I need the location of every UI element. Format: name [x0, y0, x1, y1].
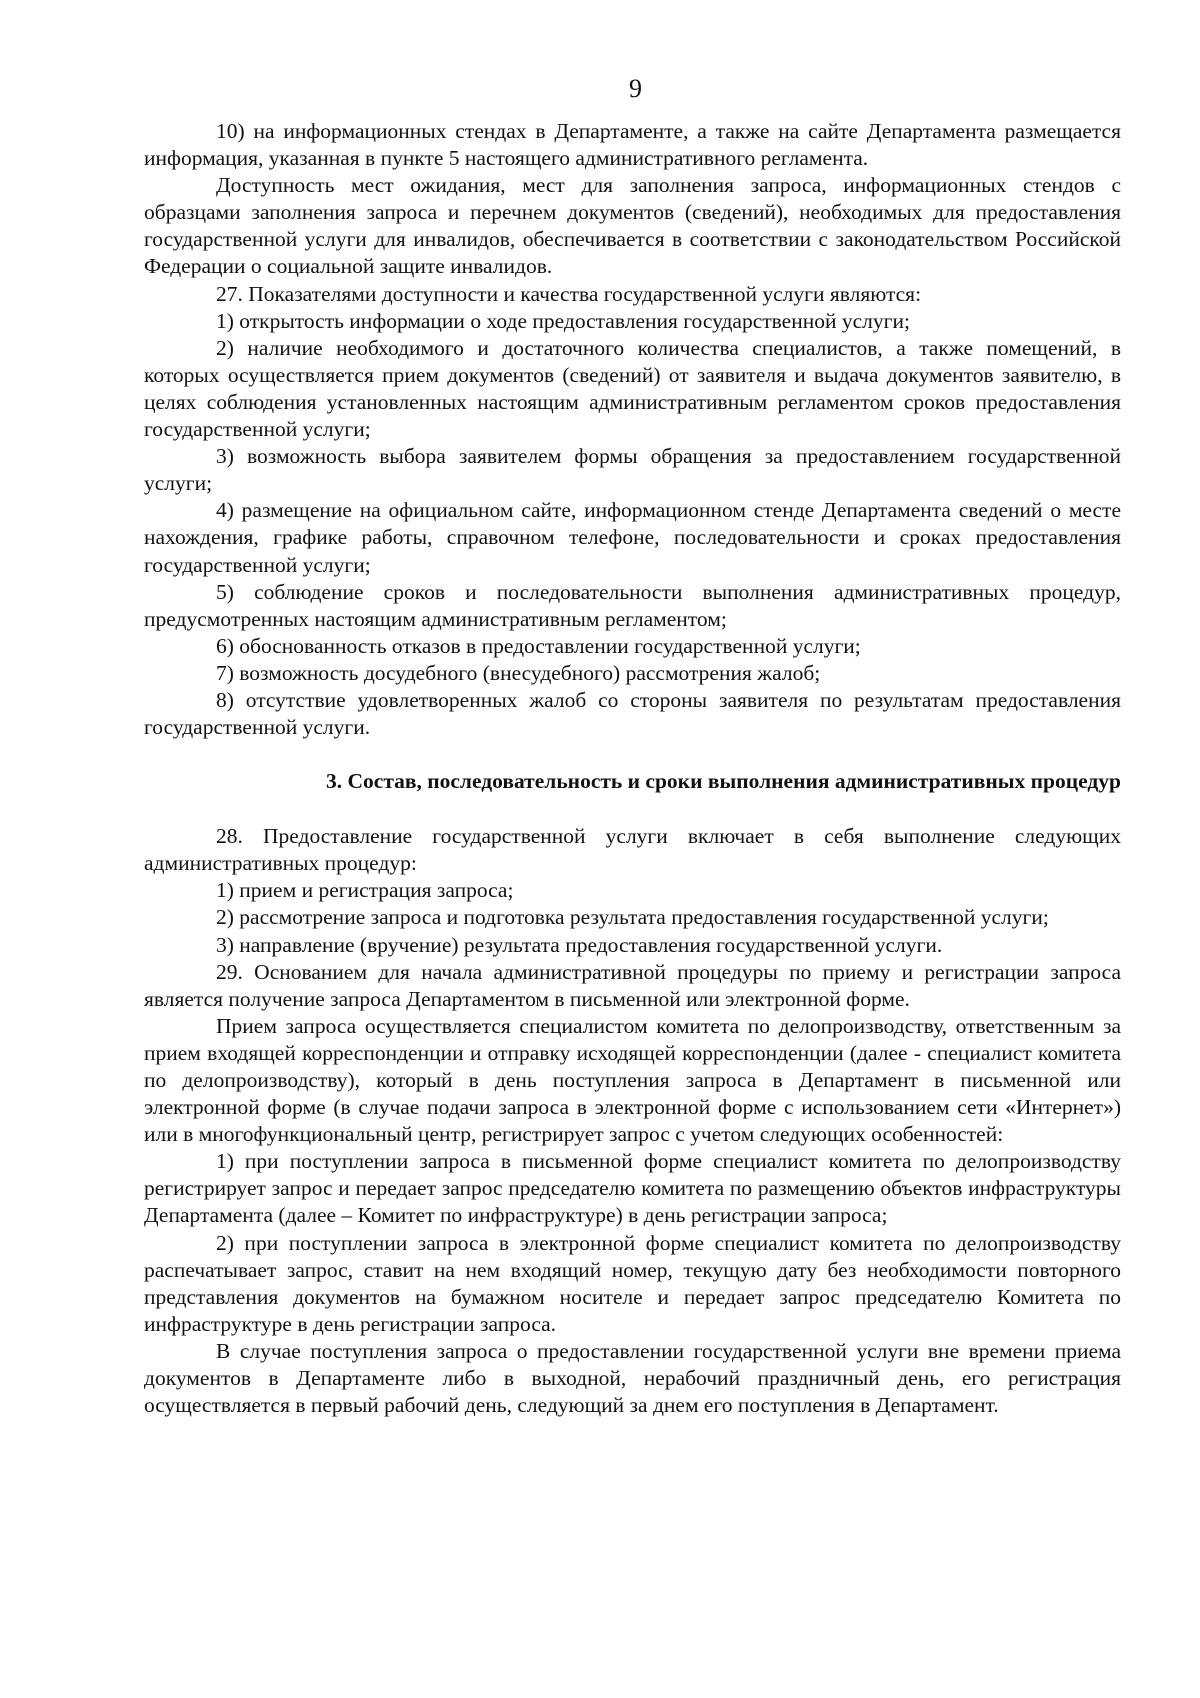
list-item: 2) наличие необходимого и достаточного количества специалистов, а также помещений, в которых осуществляется прием документов (сведений) от заявителя и выдача документов заявителю, в целях соблюдения установленных настоящим административным регламентом сроков предоставления государственной услуги;: [144, 335, 1121, 442]
section-procedures: [144, 823, 1121, 1419]
paragraph: 27. Показателями доступности и качества государственной услуги являются:: [216, 281, 922, 306]
paragraph: В случае поступления запроса о предоставлении государственной услуги вне времени приема документов в Департаменте либо в выходной, нерабочий праздничный день, его регистрация осуществляется в первый рабочий день, следующий за днем его поступления в Департамент.: [144, 1338, 1121, 1418]
list-item: 8) отсутствие удовлетворенных жалоб со стороны заявителя по результатам предоставления государственной услуги.: [144, 687, 1121, 740]
section-heading: 3. Состав, последовательность и сроки выполнения административных процедур: [326, 769, 1121, 794]
paragraph: Прием запроса осуществляется специалистом комитета по делопроизводству, ответственным за прием входящей корреспонденции и отправку исходящей корреспонденции (далее - специалист комитета по делопроизводству), который в день поступления запроса в Департамент в письменной или электронной форме (в случае подачи запроса в электронной форме с использованием сети «Интернет») или в многофункциональный центр, регистрирует запрос с учетом следующих особенностей:: [144, 1013, 1121, 1147]
document-page: [144, 72, 1121, 1419]
list-item: 3) возможность выбора заявителем формы обращения за предоставлением государственной услуги;: [144, 444, 1121, 496]
paragraph: 29. Основанием для начала административной процедуры по приему и регистрации запроса является получение запроса Департаментом в письменной или электронной форме.: [144, 959, 1121, 1011]
list-item: 4) размещение на официальном сайте, информационном стенде Департамента сведений о месте нахождения, графике работы, справочном телефоне, последовательности и сроках предоставления государственной услуги;: [144, 498, 1121, 577]
list-item: 6) обоснованность отказов в предоставлении государственной услуги;: [216, 633, 861, 658]
list-item: 1) прием и регистрация запроса;: [216, 878, 514, 903]
list-item: 1) открытость информации о ходе предоставления государственной услуги;: [216, 308, 910, 333]
list-item: 7) возможность досудебного (внесудебного) рассмотрения жалоб;: [216, 660, 821, 685]
list-item: 5) соблюдение сроков и последовательности выполнения административных процедур, предусмотренных настоящим административным регламентом;: [144, 579, 1121, 631]
paragraph: 10) на информационных стендах в Департаменте, а также на сайте Департамента размещается информация, указанная в пункте 5 настоящего административного регламента.: [144, 119, 1121, 171]
list-item: 2) при поступлении запроса в электронной форме специалист комитета по делопроизводству распечатывает запрос, ставит на нем входящий номер, текущую дату без необходимости повторного представления документов на бумажном носителе и передает запрос председателю Комитета по инфраструктуре в день регистрации запроса.: [144, 1230, 1121, 1336]
list-item: 1) при поступлении запроса в письменной форме специалист комитета по делопроизводству регистрирует запрос и передает запрос председателю комитета по размещению объектов инфраструктуры Департамента (далее – Комитет по инфраструктуре) в день регистрации запроса;: [144, 1149, 1121, 1228]
list-item: 3) направление (вручение) результата предоставления государственной услуги.: [216, 932, 943, 957]
paragraph: Доступность мест ожидания, мест для заполнения запроса, информационных стендов с образцами заполнения запроса и перечнем документов (сведений), необходимых для предоставления государственной услуги для инвалидов, обеспечивается в соответствии с законодательством Российской Федерации о социальной защите инвалидов.: [144, 173, 1121, 279]
paragraph: 28. Предоставление государственной услуги включает в себя выполнение следующих административных процедур:: [144, 824, 1121, 876]
section-accessibility: [144, 118, 1121, 741]
list-item: 2) рассмотрение запроса и подготовка результата предоставления государственной услуги;: [216, 905, 1049, 930]
page-number: 9: [629, 74, 642, 103]
